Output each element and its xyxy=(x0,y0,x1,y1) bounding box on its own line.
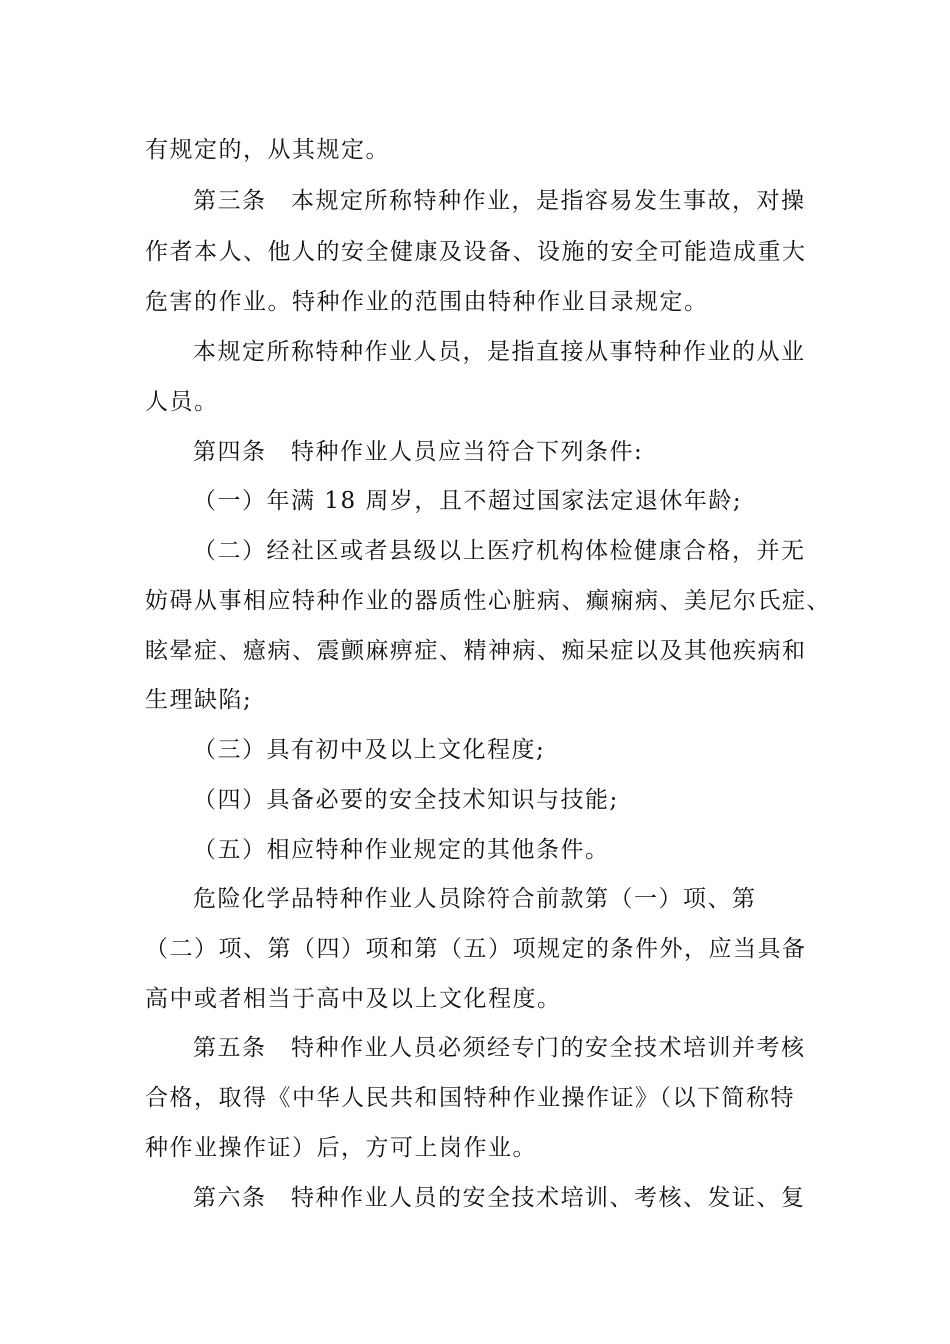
text-line: 合格，取得《中华人民共和国特种作业操作证》（以下简称特 xyxy=(145,1085,795,1111)
text-line: 作者本人、他人的安全健康及设备、设施的安全可能造成重大 xyxy=(145,239,807,265)
article-5-heading-line: 第五条 特种作业人员必须经专门的安全技术培训并考核 xyxy=(193,1035,806,1061)
article-4-heading-line: 第四条 特种作业人员应当符合下列条件: xyxy=(193,439,644,465)
text-line: （二）项、第（四）项和第（五）项规定的条件外，应当具备 xyxy=(145,936,807,962)
text-line: 高中或者相当于高中及以上文化程度。 xyxy=(145,986,562,1012)
paragraph-line: 危险化学品特种作业人员除符合前款第（一）项、第 xyxy=(193,886,757,912)
article-3-heading-line: 第三条 本规定所称特种作业，是指容易发生事故，对操 xyxy=(193,188,806,214)
text-line: 有规定的，从其规定。 xyxy=(145,137,390,163)
list-item-5: （五）相应特种作业规定的其他条件。 xyxy=(193,837,610,863)
list-item-3: （三）具有初中及以上文化程度; xyxy=(193,737,546,763)
paragraph-line: 本规定所称特种作业人员，是指直接从事特种作业的从业 xyxy=(193,339,806,365)
list-item-4: （四）具备必要的安全技术知识与技能; xyxy=(193,787,619,813)
list-item-1: （一）年满 18 周岁，且不超过国家法定退休年龄; xyxy=(193,488,743,514)
text-line: 妨碍从事相应特种作业的器质性心脏病、癫痫病、美尼尔氏症、 xyxy=(145,588,831,614)
text-line: 眩晕症、癔病、震颤麻痹症、精神病、痴呆症以及其他疾病和 xyxy=(145,638,807,664)
article-6-heading-line: 第六条 特种作业人员的安全技术培训、考核、发证、复 xyxy=(193,1185,806,1211)
list-item-2: （二）经社区或者县级以上医疗机构体检健康合格，并无 xyxy=(193,538,806,564)
text-line: 生理缺陷; xyxy=(145,687,253,713)
text-line: 危害的作业。特种作业的范围由特种作业目录规定。 xyxy=(145,289,709,315)
text-line: 种作业操作证）后，方可上岗作业。 xyxy=(145,1135,537,1161)
text-line: 人员。 xyxy=(145,389,219,415)
